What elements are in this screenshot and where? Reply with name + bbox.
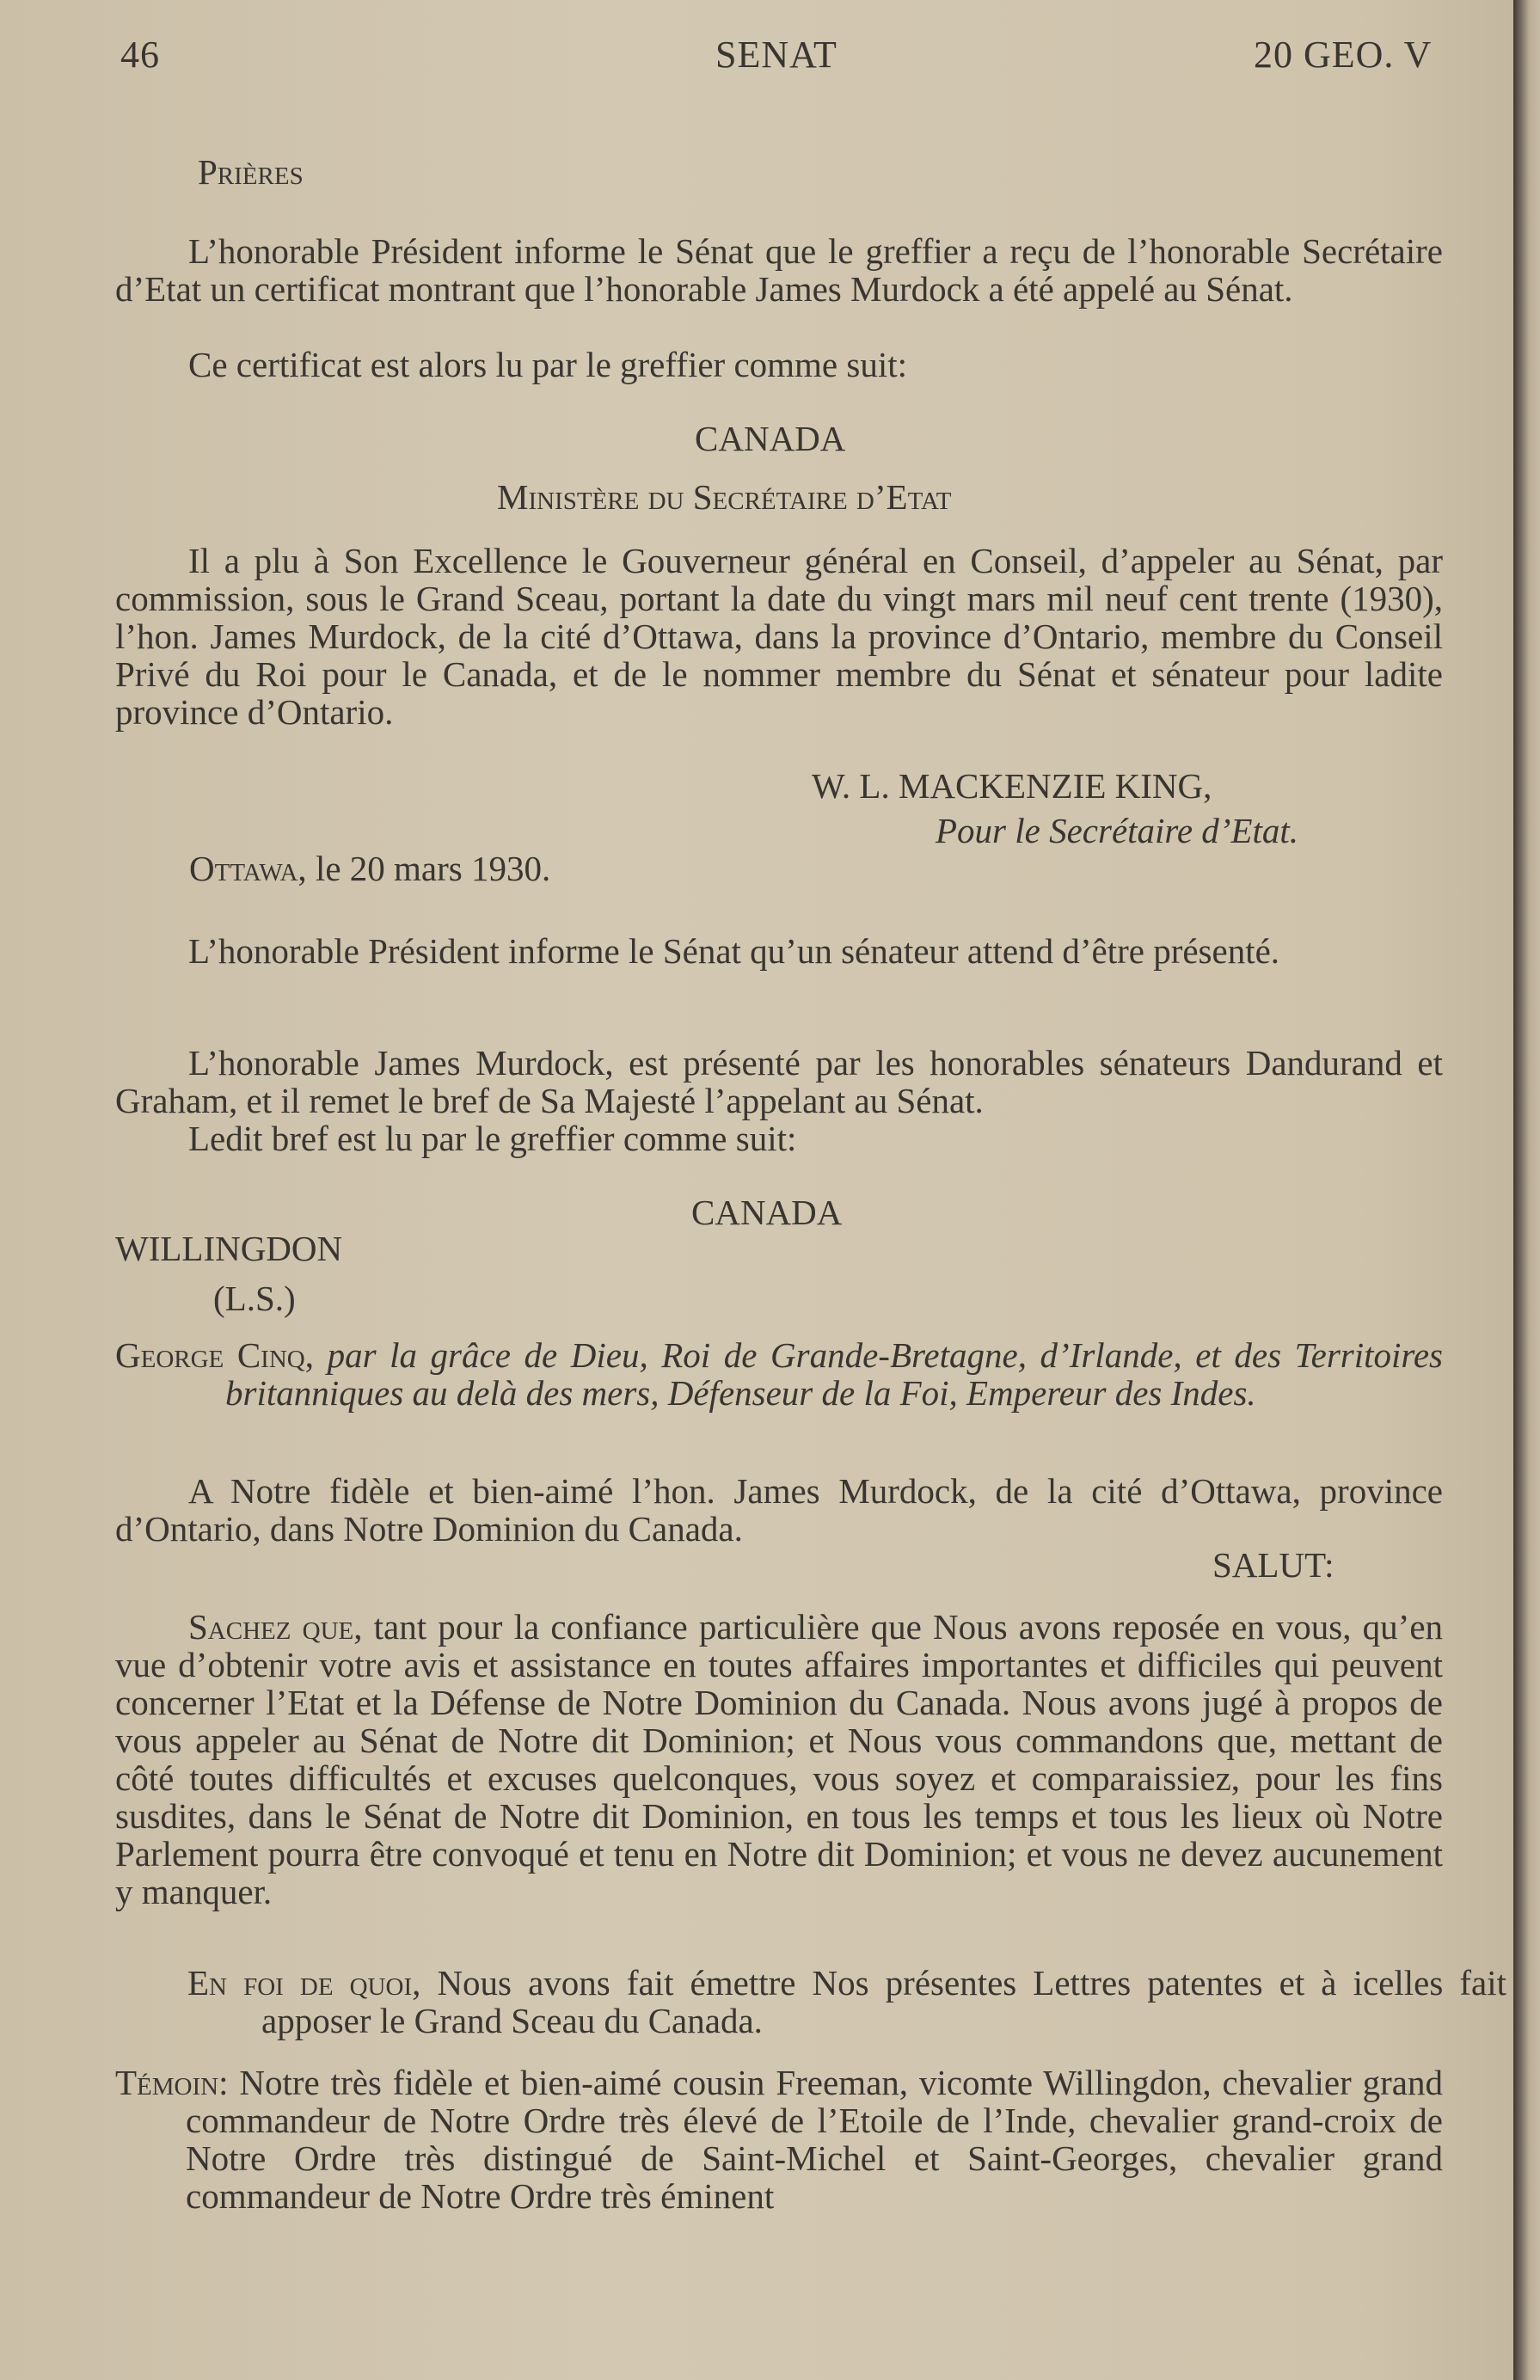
page-edge-shadow — [1513, 0, 1540, 2380]
place-date — [189, 850, 550, 887]
king-name: George Cinq, — [115, 1335, 314, 1375]
paragraph: Il a plu à Son Excellence le Gouverneur général en Conseil, d’appeler au Sénat, par commission, sous le Grand Sceau, portant la date du vingt mars mil neuf cent trente (1930), l’hon. James Murdock, de la cité d’Ottawa, dans la province d’Ontario, membre du Conseil Privé du Roi pour le Canada, et de le nommer membre du Sénat et sénateur pour ladite province d’Ontario. — [115, 541, 1443, 732]
paragraph: A Notre fidèle et bien-aimé l’hon. James Murdock, de la cité d’Ottawa, province d’Ontario, dans Notre Dominion du Canada. — [115, 1471, 1443, 1549]
section-heading: Prières — [198, 152, 304, 192]
en-foi-text: Nous avons fait émettre Nos présentes Lettres patentes et à icelles fait apposer le Grand Sceau du Canada. — [261, 1963, 1507, 2040]
paragraph — [187, 1964, 1506, 2040]
running-head-right: 20 GEO. V — [1254, 34, 1433, 76]
paragraph: Ledit bref est lu par le greffier comme suit: — [188, 1119, 797, 1158]
paragraph — [115, 2064, 1443, 2215]
signature-name: W. L. MACKENZIE KING, — [812, 766, 1212, 806]
paragraph: L’honorable Président informe le Sénat que le greffier a reçu de l’honorable Secrétaire d’Etat un certificat montrant que l’honorable James Murdock a été appelé au Sénat. — [115, 231, 1443, 309]
temoin-text: Notre très fidèle et bien-aimé cousin Freeman, vicomte Willingdon, chevalier grand commandeur de Notre Ordre très élevé de l’Etoile de l’Inde, chevalier grand-croix de Notre Ordre très distingué de Saint-Michel et Saint-Georges, chevalier grand commandeur de Notre Ordre très éminent — [186, 2063, 1443, 2216]
paragraph: L’honorable Président informe le Sénat qu’un sénateur attend d’être présenté. — [188, 931, 1280, 971]
paragraph: Ce certificat est alors lu par le greffier comme suit: — [188, 345, 907, 384]
heading-canada: CANADA — [695, 419, 846, 458]
paragraph — [115, 1608, 1443, 1911]
willingdon: WILLINGDON — [115, 1229, 343, 1268]
sachez-lead: Sachez que, — [188, 1607, 363, 1647]
date: le 20 mars 1930. — [306, 849, 551, 888]
royal-style — [115, 1336, 1443, 1412]
heading-canada: CANADA — [691, 1193, 843, 1232]
heading-ministere: Ministère du Secrétaire d’Etat — [497, 477, 952, 517]
seal-ls: (L.S.) — [213, 1279, 296, 1318]
sachez-text: tant pour la confiance particulière que Nous avons reposée en vous, qu’en vue d’obtenir votre avis et assistance en toutes affaires importantes et difficiles qui peuvent concerner l’Etat et la Défense de Notre Dominion du Canada. Nous avons jugé à propos de vous appeler au Sénat de Notre dit Dominion; et Nous vous commandons que, mettant de côté toutes difficultés et excuses quelconques, vous soyez et comparaissiez, pour les fins susdites, dans le Sénat de Notre dit Dominion, en tous les temps et tous les lieux où Notre Parlement pourra être convoqué et tenu en Notre dit Dominion; et vous ne devez aucunement y manquer. — [115, 1607, 1444, 1911]
temoin-lead: Témoin: — [115, 2063, 229, 2102]
running-title: SENAT — [715, 34, 837, 76]
place: Ottawa, — [189, 849, 307, 888]
page-number: 46 — [120, 34, 160, 76]
en-foi-lead: En foi de quoi, — [187, 1963, 421, 2003]
king-title: par la grâce de Dieu, Roi de Grande-Bretagne, d’Irlande, et des Territoires britanniques au delà des mers, Défenseur de la Foi, Empereur des Indes. — [225, 1335, 1444, 1413]
salut: SALUT: — [1212, 1545, 1334, 1585]
signature-role: Pour le Secrétaire d’Etat. — [936, 811, 1299, 850]
paragraph: L’honorable James Murdock, est présenté par les honorables sénateurs Dandurand et Graham, et il remet le bref de Sa Majesté l’appelant au Sénat. — [115, 1043, 1443, 1120]
